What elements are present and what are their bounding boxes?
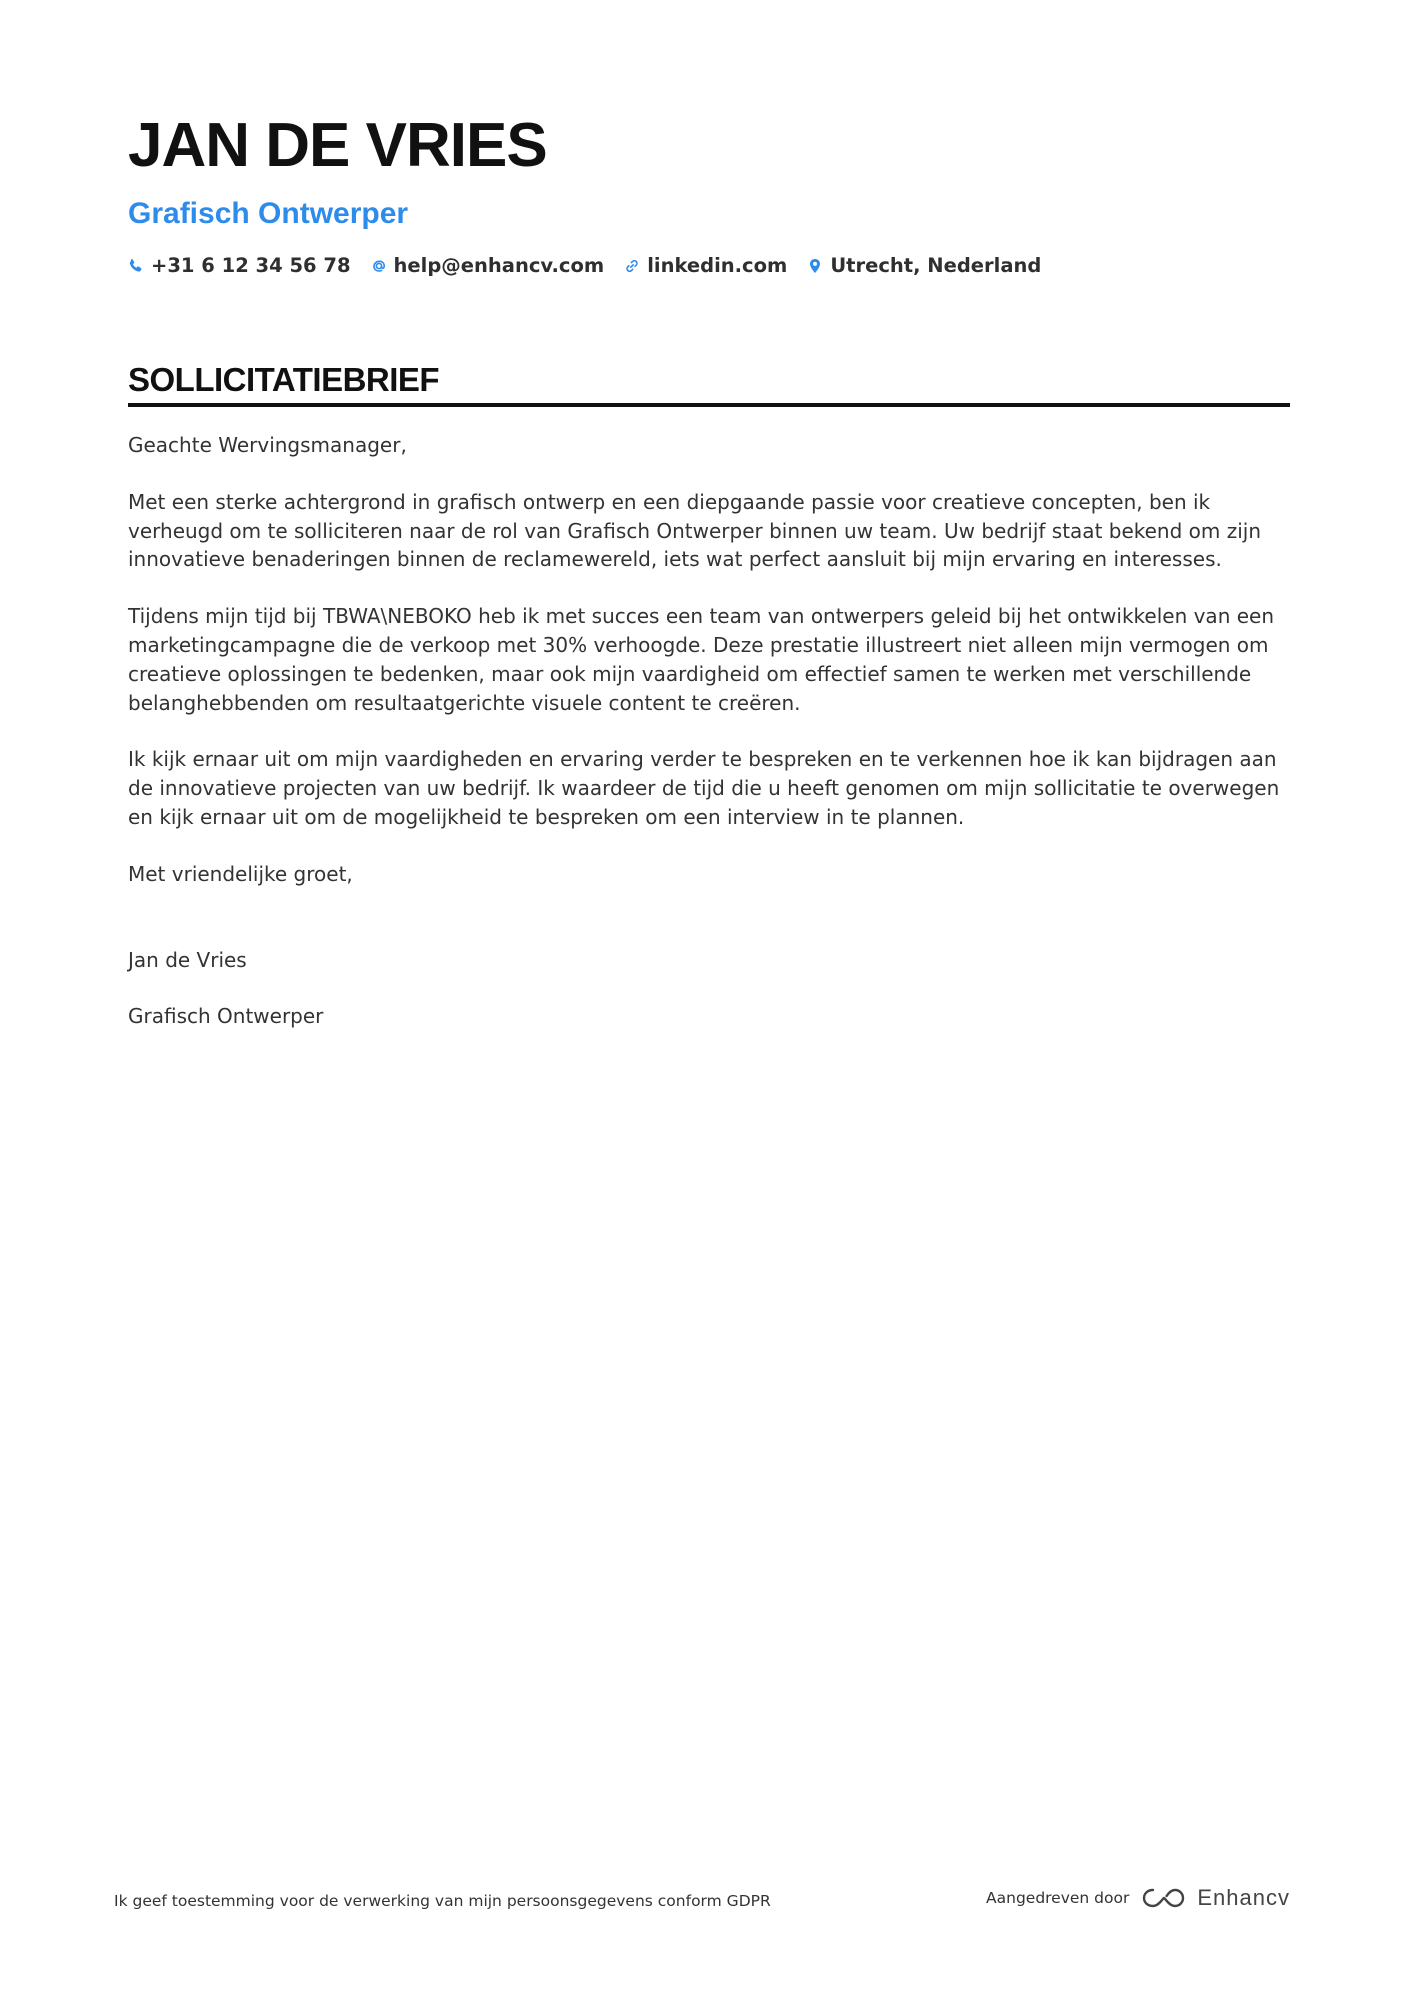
- infinity-logo-icon: [1141, 1886, 1187, 1910]
- applicant-name: JAN DE VRIES: [128, 111, 547, 180]
- letter-greeting: Geachte Wervingsmanager,: [128, 433, 407, 457]
- brand-name: Enhancv: [1197, 1885, 1290, 1910]
- enhancv-logo: [1141, 1885, 1290, 1911]
- contact-location-text: Utrecht, Nederland: [830, 254, 1042, 277]
- contact-linkedin-text: linkedin.com: [647, 254, 788, 277]
- contact-bar: [128, 254, 1290, 277]
- letter-signoff: Met vriendelijke groet,: [128, 861, 353, 886]
- contact-email-text: help@enhancv.com: [393, 254, 605, 277]
- contact-linkedin[interactable]: [624, 254, 787, 277]
- powered-by-label: Aangedreven door: [986, 1889, 1130, 1907]
- letter-paragraph: Tijdens mijn tijd bij TBWA\NEBOKO heb ik met succes een team van ontwerpers geleid bij het ontwikkelen van een marketingcampagne die de verkoop met 30% verhoogde. Deze prestatie illustreert niet alleen mijn vermogen om creatieve oplossingen te bedenken, maar ook mijn vaardigheid om effectief samen te werken met verschillende belanghebbenden om resultaatgerichte visuele content te creëren.: [128, 604, 1275, 715]
- footer: [114, 1885, 1290, 1911]
- phone-icon: [128, 258, 144, 274]
- letter-paragraph: Met een sterke achtergrond in grafisch ontwerp en een diepgaande passie voor creatieve concepten, ben ik verheugd om te solliciteren naar de rol van Grafisch Ontwerper binnen uw team. Uw bedrijf staat bekend om zijn innovatieve benaderingen binnen de reclamewereld, iets wat perfect aansluit bij mijn ervaring en interesses.: [128, 489, 1262, 572]
- letter-page: [128, 110, 1290, 1059]
- applicant-role: Grafisch Ontwerper: [128, 197, 409, 230]
- letter-body: [128, 431, 1290, 1031]
- letter-paragraph: Ik kijk ernaar uit om mijn vaardigheden en ervaring verder te bespreken en te verkennen hoe ik kan bijdragen aan de innovatieve projecten van uw bedrijf. Ik waardeer de tijd die u heeft genomen om mijn sollicitatie te overwegen en kijk ernaar uit om de mogelijkheid te bespreken om een interview in te plannen.: [128, 747, 1280, 829]
- contact-phone[interactable]: [128, 254, 351, 277]
- signature-name: Jan de Vries: [128, 947, 247, 972]
- contact-location: [807, 254, 1041, 277]
- powered-by[interactable]: [986, 1885, 1290, 1911]
- gdpr-consent: Ik geef toestemming voor de verwerking van mijn persoonsgegevens conform GDPR: [114, 1892, 771, 1910]
- contact-email[interactable]: [371, 254, 605, 277]
- section-title: SOLLICITATIEBRIEF: [128, 361, 440, 398]
- location-pin-icon: [807, 258, 823, 274]
- signature-title: Grafisch Ontwerper: [128, 1004, 324, 1029]
- section-divider: [128, 403, 1290, 407]
- link-icon: [624, 258, 640, 274]
- contact-phone-text: +31 6 12 34 56 78: [151, 254, 351, 277]
- at-icon: [371, 258, 387, 274]
